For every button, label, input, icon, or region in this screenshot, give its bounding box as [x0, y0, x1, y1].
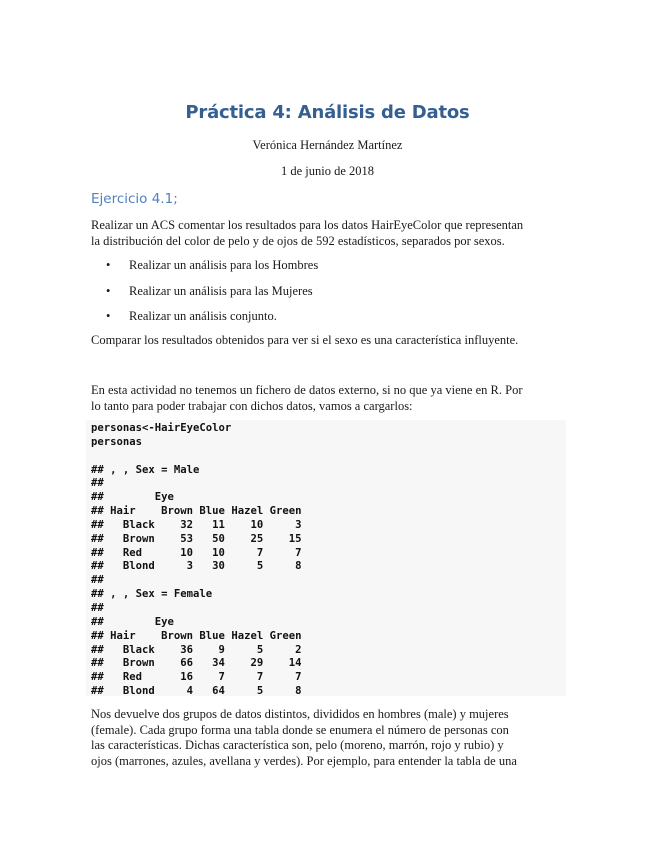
code-line: ## [91, 601, 104, 614]
closing-line: las características. Dichas característica son, pelo (moreno, marrón, rojo y rubio) y [91, 738, 504, 752]
closing-line: (female). Cada grupo forma una tabla donde se enumera el número de personas con [91, 722, 509, 737]
code-line: personas [91, 435, 143, 448]
bullet-icon: • [106, 258, 111, 272]
code-line: ## [91, 574, 104, 587]
code-line: ## Brown 53 50 25 15 [91, 532, 302, 545]
code-line: ## Black 36 9 5 2 [91, 643, 302, 656]
code-line: ## Hair Brown Blue Hazel Green [91, 629, 302, 642]
bullet-icon: • [106, 309, 111, 323]
list-item-text: Realizar un análisis para las Mujeres [129, 284, 313, 298]
code-line: ## [91, 477, 104, 490]
code-line: ## Red 16 7 7 7 [91, 671, 302, 684]
code-line: ## Blond 3 30 5 8 [91, 560, 302, 573]
activity-line: lo tanto para poder trabajar con dichos datos, vamos a cargarlos: [91, 398, 413, 413]
bullet-icon: • [106, 284, 111, 298]
compare-paragraph [91, 333, 571, 349]
compare-line: Comparar los resultados obtenidos para ver si el sexo es una característica influyente. [91, 333, 519, 347]
code-output [86, 420, 566, 699]
intro-line: Realizar un ACS comentar los resultados para los datos HairEyeColor que representan [91, 218, 524, 232]
code-line: ## Hair Brown Blue Hazel Green [91, 505, 302, 518]
list-item-text: Realizar un análisis conjunto. [129, 309, 277, 323]
section-heading: Ejercicio 4.1; [91, 191, 178, 207]
code-line: ## , , Sex = Female [91, 588, 213, 601]
document-date: 1 de junio de 2018 [280, 164, 375, 178]
code-line: personas<-HairEyeColor [91, 422, 232, 434]
document-title: Práctica 4: Análisis de Datos [185, 102, 470, 123]
intro-line: la distribución del color de pelo y de ojos de 592 estadísticos, separados por sexos. [91, 233, 505, 248]
code-line: ## Black 32 11 10 3 [91, 518, 302, 531]
code-line: ## Eye [91, 615, 174, 628]
code-line: ## Eye [91, 491, 174, 504]
code-block [86, 420, 566, 696]
code-line: ## Brown 66 34 29 14 [91, 657, 302, 670]
code-line: ## Red 10 10 7 7 [91, 546, 302, 559]
closing-paragraph [91, 707, 571, 769]
intro-paragraph [91, 218, 571, 249]
code-line: ## , , Sex = Male [91, 463, 200, 476]
code-line: ## Blond 4 64 5 8 [91, 685, 302, 698]
list-item-text: Realizar un análisis para los Hombres [129, 258, 319, 272]
activity-paragraph [91, 383, 571, 414]
author-name: Verónica Hernández Martínez [252, 138, 403, 152]
closing-line: Nos devuelve dos grupos de datos distintos, divididos en hombres (male) y mujeres [91, 707, 509, 721]
activity-line: En esta actividad no tenemos un fichero de datos externo, si no que ya viene en R. Por [91, 383, 523, 397]
closing-line: ojos (marrones, azules, avellana y verdes). Por ejemplo, para entender la tabla de una [91, 753, 517, 768]
